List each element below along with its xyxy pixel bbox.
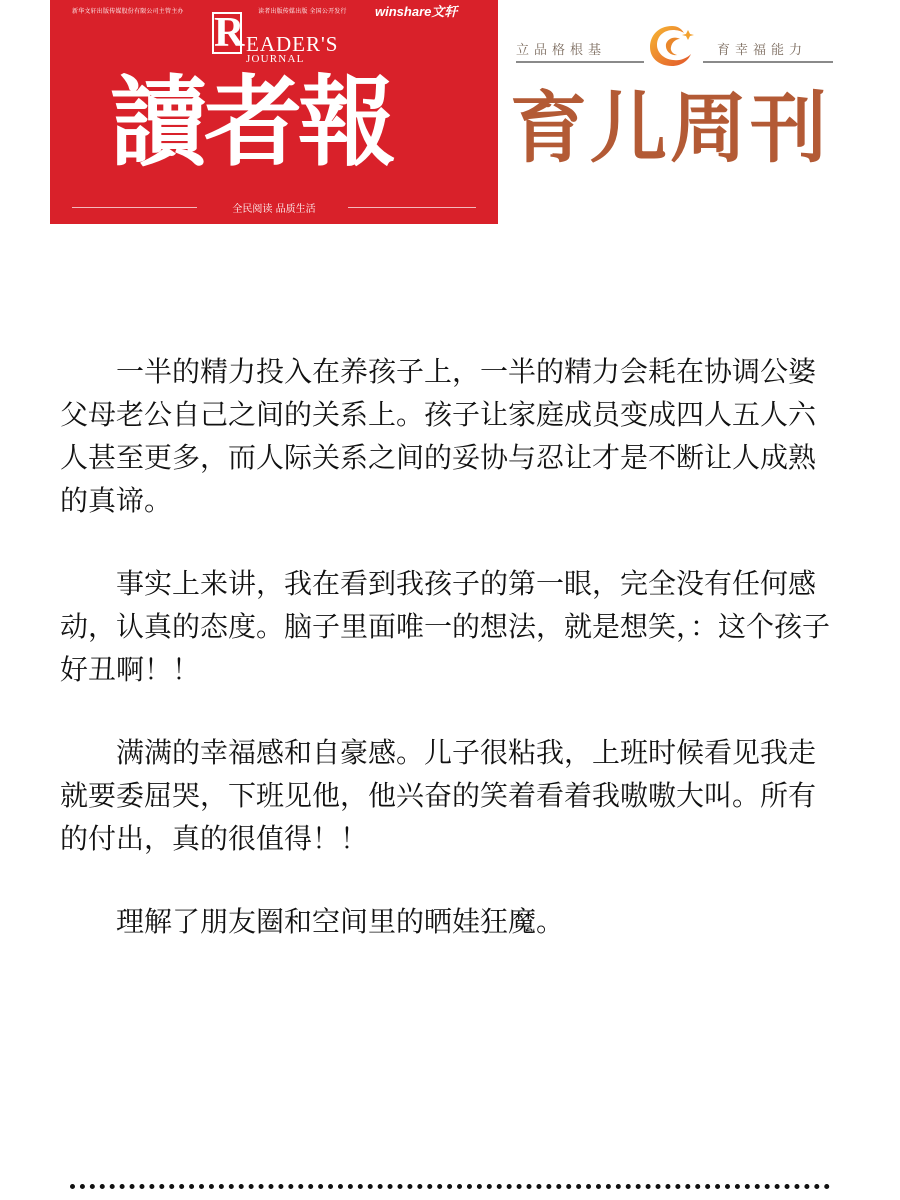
readers-journal-title: 讀者報 xyxy=(110,65,393,180)
slogan-underline-left xyxy=(516,61,644,63)
winshare-brand-b: share xyxy=(396,4,432,19)
article-paragraph: 满满的幸福感和自豪感。儿子很粘我，上班时候看见我走就要委屈哭，下班见他，他兴奋的笑着看着我嗷嗷大叫。所有的付出，真的很值得！！ xyxy=(60,736,817,855)
tagline-text: 全民阅读 品质生活 xyxy=(232,204,316,215)
winshare-brand-cn: 文轩 xyxy=(431,4,458,19)
tagline-divider-left xyxy=(72,207,197,208)
sun-swirl-logo-icon xyxy=(646,20,698,70)
article-paragraph: 理解了朋友圈和空间里的晒娃狂魔。 xyxy=(116,905,565,938)
parenting-weekly-title: 育儿周刊 xyxy=(510,85,830,174)
readers-journal-banner xyxy=(50,0,498,224)
slogan-right: 育幸福能力 xyxy=(717,43,808,58)
dotted-divider xyxy=(70,1184,830,1189)
tagline-divider-right xyxy=(348,207,476,208)
article-paragraph: 一半的精力投入在养孩子上，一半的精力会耗在协调公婆父母老公自己之间的关系上。孩子让家庭成员变成四人五人六人甚至更多，而人际关系之间的妥协与忍让才是不断让人成熟的真谛。 xyxy=(60,355,817,517)
slogan-left: 立品格根基 xyxy=(516,43,607,58)
slogan-underline-right xyxy=(703,61,833,63)
banner-tagline xyxy=(50,200,498,214)
winshare-logo xyxy=(375,1,457,20)
readers-r-logo: R xyxy=(214,10,245,56)
readers-wordmark: EADER'S xyxy=(246,32,339,56)
article-paragraph: 事实上来讲，我在看到我孩子的第一眼，完全没有任何感动，认真的态度。脑子里面唯一的想法，就是想笑，：这个孩子好丑啊！！ xyxy=(60,567,831,686)
article-body xyxy=(60,350,830,983)
journal-wordmark: JOURNAL xyxy=(246,53,305,65)
distribution-text: 读者出版传媒出版 全国公开发行 xyxy=(258,9,347,15)
publisher-text: 新华文轩出版传媒股份有限公司主管主办 xyxy=(72,9,184,15)
winshare-brand-a: win xyxy=(375,4,397,19)
